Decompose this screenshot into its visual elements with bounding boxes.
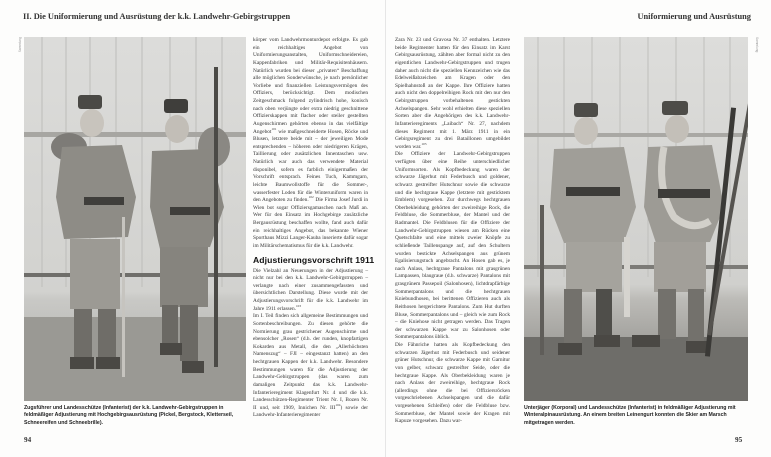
footnote-marker: 101: [271, 126, 277, 131]
paragraph-text: Die Firma Josef Jurdi in Wien bot sogar Offiziersgamaschen nach Maß an. Wer für den Einsatz im Hochgebirge zusätzliche Bergausrüstung beschaffen wollte, fand auch dafür ein reichhaltiges Angebot, das bekannte Wiener Sporthaus Mizzi Langer-Kauba inserierte dafür sogar im Militärschematismus für die k.k. Landwehr.: [253, 197, 368, 249]
footnote-marker: 105: [421, 141, 427, 146]
text-column-left: [253, 37, 375, 420]
paragraph: Die Offiziere der Landwehr-Gebirgstruppen verfügten über eine Reihe unterschiedlicher Uniformsorten. Als Kopfbedeckung waren der schwarze Jägerhut mit Federbusch und goldener, schwarz gestreifter Hutschnur sowie die schwarze und die hechtgraue Kappe (letztere mit gesticktem Emblem) vorgesehen. Zur durchwegs hechtgrauen Oberbekleidung gehörten der zweireihige Rock, die Feldbluse, die Sommerbluse, der Mantel und der Radmantel. Die Feldblusen für die Offiziere der Landwehr-Gebirgstruppen wiesen am Rücken eine Quetschfalte und eine mittels zweier Knöpfe zu schließende Taillenspange auf, auf den Schultern wurden bestickte Achselspangen aus grünem Egalisierungstuch angebracht. An Hosen gab es, je nach Anlass, hechtgraue Pantalons mit grasgrünen Lampassen, blaugraue (d.h. schwarze) Pantalons mit grasgrünem Passepoil (Salonhosen), lichtdrapfärbige Sommerpantalons und die hechtgrauen Kniebundhosen, bei berittenen Offizieren auch als Reithosen hergerichtete Pantalons. Zum Hut durften Bluse, Sommerpantalons und – gleich wie zum Rock – die Kniehose nicht getragen werden. Das Tragen der schwarzen Kappe war zu Salonhosen oder Sommerpantalons üblich.: [395, 151, 510, 341]
right-page: [386, 0, 771, 457]
left-page: [0, 0, 385, 457]
paragraph: [253, 313, 368, 420]
paragraph-text: körper vom Landwehrmonturdepot erfolgte. Es gab ein reichhaltiges Angebot von Uniformierungsanstalten, Uniformschneidereien, Kappenfabriken und Militär-Requisitenhäusern. Natürlich wurden bei dieser „privaten“ Beschaffung alle möglichen Sonderwünsche, je nach persönlicher Vorliebe und finanziellen Leistungsvermögen des Offiziers, berücksichtigt. Dem modischen Zeitgeschmack folgend zylindrisch hohe, konisch nach oben verjüngte oder extra niedrig geschnittene Offizierskappen mit flacher oder steiler gestellten Augenschirmen gehörten ebenso in das vielfältige Angebot: [253, 37, 368, 135]
photo-credit-left: Sammlung: [18, 37, 22, 53]
photo-soldiers-winter-gear: [524, 37, 748, 401]
text-column-right: [395, 37, 510, 426]
soldiers-photo-left-image: [24, 37, 246, 401]
running-head-left: II. Die Uniformierung und Ausrüstung der k.k. Landwehr-Gebirgstruppen: [23, 12, 291, 21]
paragraph-text: Im I. Teil finden sich allgemeine Bestimmungen und Sortenbeschreibungen. Zu diesen gehörte die Normierung grau gestrichener Augenschirme und ebensolcher „Rosen“ (d.h. der runden, knopfartigen Kokarden aus Metall, die den „Allerhöchsten Namenszug“ – FJI – eingestanzt hatten) an den hechtgrauen Kappen der k.k. Landwehr. Besondere Bestimmungen waren für die Adjustierung der Landwehr-Gebirgstruppen (das waren zum damaligen Zeitpunkt das k.k. Landwehr-Infanterieregiment Klagenfurt Nr. 4 und die k.k. Landesschützen-Regimenter Trient Nr. I, Bozen Nr. II und, seit 1909, Innichen Nr. III: [253, 313, 368, 411]
footnote-marker: 104: [335, 402, 341, 407]
paragraph-text: wie maßgeschneiderte Hosen, Röcke und Blusen, letztere beide mit – der jeweiligen Mode entsprechenden – höheren oder niedrigeren Krägen, Taillierung oder zusätzlichen Innentaschen usw. Natürlich war auch das verwendete Material disponibel, sofern es farblich einigermaßen der Vorschrift entsprach. Feines Tuch, Kammgarn, leichte Baumwollstoffe für die Sommer-, wasserfester Loden für die Winteruniform waren in den Angeboten zu finden.: [253, 128, 368, 204]
photo-soldiers-mountain-gear: [24, 37, 246, 401]
paragraph-text: ) sowie der Landwehr-Infanterieregimenter: [253, 404, 368, 419]
page-number-right: 95: [735, 436, 743, 444]
footnote-marker: 102: [308, 195, 314, 200]
paragraph: [253, 268, 368, 314]
paragraph-text: Zara Nr. 23 und Gravosa Nr. 37 enthalten. Letztere beide Regimenter hatten für den Einsatz im Karst Gebirgsausrüstung, zählten aber formal nicht zu den eigentlichen Landwehr-Gebirgstruppen und trugen daher auch nicht die speziellen Kennzeichen wie das Edelweißabzeichen am Kragen oder den Spielhahnstoß an der Kappe. Ihre Offiziere hatten auch nicht den doppelreihigen Rock mit den nur den Gebirgstruppen vorbehaltenen gestickten Achselspangen. Sehr wohl erhielten diese speziellen Sorten aber die Angehörigen des k.k. Landwehr-Infanterieregiments „Laibach“ Nr. 27, nachdem dieses Regiment mit 1. März 1911 in ein Gebirgsregiment zu drei Bataillonen umgebildet worden war.: [395, 37, 510, 150]
photo-credit-right: Sammlung: [755, 37, 759, 53]
paragraph: Die Fähnriche hatten als Kopfbedeckung den schwarzen Jägerhut mit Federbusch und seidener grüner Hutschnur, die schwarze Kappe mit Garnitur von gelber, schwarz gestreifter Seide, oder die hechtgraue Kappe. Als Oberbekleidung waren je nach Anlass der zweireihige, hechtgraue Rock (allerdings ohne die bei Offiziersröcken vorgeschriebenen Achselspangen und die dafür vorgesehenen Schleifen) oder die Feldbluse bzw. Sommerbluse, der Mantel sowie der Kragen mit Kapuze vorgesehen. Dazu war-: [395, 342, 510, 425]
paragraph: [253, 37, 368, 251]
page-number-left: 94: [24, 436, 32, 444]
section-heading: Adjustierungsvorschrift 1911: [253, 254, 375, 265]
paragraph-text: Die Vielzahl an Neuerungen in der Adjustierung – nicht nur bei den k.k. Landwehr-Gebirgstruppen – verlangte nach einer zusammengefassten und übersichtlichen Darstellung. Diese wurde mit der Adjustierungsvorschrift für die k.k. Landwehr im Jahre 1911 erlassen.: [253, 267, 368, 312]
paragraph: [395, 37, 510, 151]
footnote-marker: 103: [295, 303, 302, 308]
photo-caption-right: Unterjäger (Korporal) und Landesschütze (Infanterist) in feldmäßiger Adjustierung mit Winteralpinausrüstung. An einem breiten Leinengurt konnten die Skier am Marsch mitgetragen werden.: [524, 405, 736, 426]
soldiers-photo-right-image: [524, 37, 748, 401]
running-head-right: Uniformierung und Ausrüstung: [637, 12, 751, 21]
photo-caption-left: Zugsführer und Landesschütze (Infanterist) der k.k. Landwehr-Gebirgstruppen in feldmäßiger Adjustierung mit Hochgebirgsausrüstung (Pickel, Bergstock, Kletterseil, Schneereifen und Schneebrille).: [24, 405, 234, 426]
